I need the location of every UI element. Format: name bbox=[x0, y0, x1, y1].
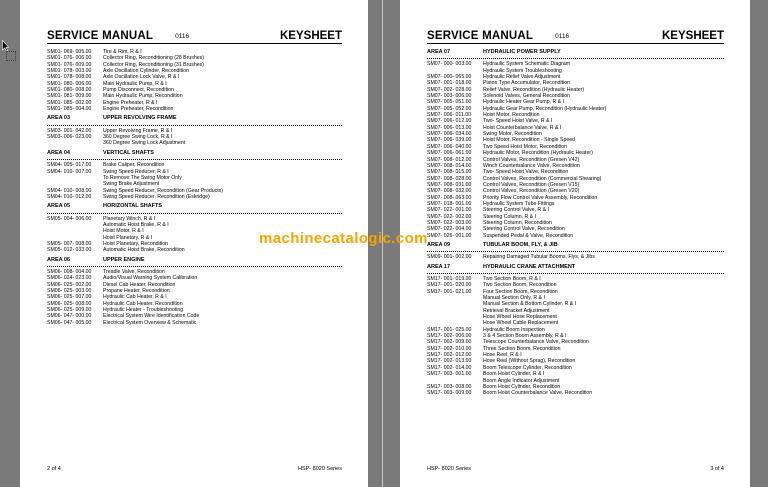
entry-description: Swing Motor, Recondition bbox=[483, 131, 542, 138]
entry-code: SM17- 002- 013.00 bbox=[427, 358, 472, 365]
entry-code: SM17- 002- 014.00 bbox=[427, 364, 472, 371]
entry-description: Control Valves, Recondition (Gresen V42) bbox=[483, 156, 580, 163]
separator-line bbox=[427, 55, 724, 59]
entry-description: Swing Speed Reducer, Recondition (Gear Products) bbox=[103, 187, 223, 194]
area-title: HYDRAULIC POWER SUPPLY bbox=[483, 49, 561, 55]
entry-code: SM04- 005- 017.00 bbox=[47, 162, 92, 169]
entry-code: SM17- 001- 021.00 bbox=[427, 288, 472, 295]
entry-description: Control Valves, Recondition (Commercial Shearing) bbox=[483, 175, 602, 182]
entry-description: Electrical System Wire Identification Code bbox=[103, 313, 200, 320]
entry-description: Collector Ring, Reconditioning (31 Brushes) bbox=[103, 61, 204, 68]
entry-description: Two- Speed Hoist Valve, Recondition bbox=[483, 169, 569, 176]
entry-description: Boom Hoist Cylinder, R & I bbox=[483, 371, 545, 378]
entry-code: SM17- 002- 009.00 bbox=[427, 339, 472, 346]
area-number: AREA 05 bbox=[47, 203, 71, 210]
entry-description: Boom Hoist Counterbalance Valve, Recondition bbox=[483, 390, 593, 397]
entry-description: Hydraulic Relief Valve Adjustment bbox=[483, 74, 561, 81]
area-number: AREA 04 bbox=[47, 149, 71, 156]
index-entry bbox=[47, 140, 342, 146]
entry-code: SM17- 001- 019.00 bbox=[427, 276, 472, 282]
entry-description: Engine Preheater, R & I bbox=[103, 99, 158, 106]
entry-description: Axle Oscillation Lock Valve, R & I bbox=[103, 74, 180, 81]
entry-code: SM07- 001- 018.00 bbox=[427, 80, 472, 87]
area-number: AREA 17 bbox=[427, 263, 451, 270]
annotation-anchor[interactable] bbox=[6, 51, 16, 61]
entry-code: SM07- 022- 001.00 bbox=[427, 207, 472, 214]
entry-description: Upper Revolving Frame, R & I bbox=[103, 127, 173, 134]
entry-description: Telescope Counterbalance Valve, Recondition bbox=[483, 339, 589, 346]
entry-description: Planetary Winch, R & I bbox=[103, 215, 156, 222]
entry-description: Brake Caliper, Recondition bbox=[103, 162, 165, 169]
area-title: TUBULAR BOOM, FLY, & JIB bbox=[483, 241, 558, 248]
area-title: UPPER ENGINE bbox=[103, 256, 145, 263]
entry-description: Four Section Boom, Recondition bbox=[483, 288, 558, 295]
entry-description: Propane Heater, Recondition bbox=[103, 288, 170, 294]
entry-code bbox=[47, 140, 103, 146]
series-label: HSP- 8020 Series bbox=[297, 466, 342, 472]
entry-description: Hydraulic Gear Pump, Recondition (Hydraulic Heater) bbox=[483, 105, 607, 112]
entry-description: Control Valves, Recondition (Gresen V20) bbox=[483, 188, 580, 195]
entry-code: SM06- 024- 023.00 bbox=[47, 275, 92, 282]
entry-description: Automatic Hoist Brake, Recondition bbox=[103, 247, 185, 254]
entry-code: SM04- 010- 012.00 bbox=[47, 193, 92, 200]
entry-description: Main Hydraulic Pump, R & I bbox=[103, 80, 167, 87]
entry-code: SM07- 008- 028.00 bbox=[427, 175, 472, 182]
entry-description: 360 Degree Swing Lock, R & I bbox=[103, 134, 173, 141]
entry-description: Hydraulic System Schematic Diagram bbox=[483, 61, 571, 68]
keysheet-label: KEYSHEET bbox=[280, 30, 342, 42]
separator-line bbox=[47, 210, 342, 214]
separator-line bbox=[47, 263, 342, 267]
left-index bbox=[47, 49, 342, 326]
area-heading bbox=[47, 150, 342, 156]
entry-description: Engine Preheater, Recondition bbox=[103, 106, 174, 113]
entry-code: SM06- 008- 004.00 bbox=[47, 268, 92, 275]
entry-description: Hoist Motor, Recondition - Single Speed bbox=[483, 137, 575, 144]
page-header bbox=[47, 30, 342, 44]
area-heading bbox=[427, 242, 724, 248]
entry-code: SM17- 001- 020.00 bbox=[427, 282, 472, 289]
index-entry bbox=[427, 233, 724, 239]
entry-code: SM17- 003- 008.00 bbox=[427, 383, 472, 390]
entry-code: SM01- 085- 004.00 bbox=[47, 106, 92, 113]
index-entry bbox=[47, 106, 342, 112]
area-title: UPPER REVOLVING FRAME bbox=[103, 115, 177, 122]
area-heading bbox=[47, 115, 342, 121]
entry-code: SM07- 022- 004.00 bbox=[427, 226, 472, 233]
entry-description: Retrieval Bracket Adjustment bbox=[483, 307, 550, 314]
separator-line bbox=[427, 270, 724, 274]
area-number: AREA 03 bbox=[47, 115, 71, 122]
entry-description: Hydraulic Cab Heater, Recondition bbox=[103, 300, 183, 307]
entry-code: SM06- 025- 009.00 bbox=[47, 307, 92, 314]
entry-description: Two Section Boom, R & I bbox=[483, 276, 541, 282]
entry-code: SM09- 001- 002.00 bbox=[427, 254, 472, 261]
entry-code: SM01- 085- 002.00 bbox=[47, 99, 92, 106]
entry-description: Electrical System Overview & Schematic bbox=[103, 319, 197, 326]
entry-code: SM04- 010- 008.00 bbox=[47, 187, 92, 194]
entry-description: Pump Disconnect, Recondition bbox=[103, 87, 174, 94]
entry-description: Swing Speed Reducer, Recondition (Eskridge) bbox=[103, 193, 210, 200]
entry-code: SM07- 008- 015.00 bbox=[427, 169, 472, 176]
area-heading bbox=[427, 49, 724, 55]
entry-code: SM17- 002- 012.00 bbox=[427, 352, 472, 359]
entry-description: Control Valves, Recondition (Gresen V15) bbox=[483, 181, 580, 188]
index-entry bbox=[427, 254, 724, 260]
entry-description: Collector Ring, Reconditioning (28 Brushes) bbox=[103, 55, 204, 62]
entry-description: Hose Wheel Cable Replacement bbox=[483, 320, 559, 327]
entry-code: SM01- 076- 006.00 bbox=[47, 55, 92, 62]
entry-description: Priority Flow Control Valve Assembly, Recondition bbox=[483, 194, 598, 201]
entry-description: Winch Counterbalance Valve, Recondition bbox=[483, 162, 580, 169]
entry-description: Manual Section Only, R & I bbox=[483, 295, 545, 302]
entry-code: SM03- 006- 023.00 bbox=[47, 134, 92, 141]
area-heading bbox=[47, 203, 342, 209]
entry-description: Hose Reel, R & I bbox=[483, 352, 522, 359]
entry-code: SM17- 001- 025.00 bbox=[427, 326, 472, 333]
entry-description: Axle Oscillation Cylinder, Recondition bbox=[103, 68, 189, 75]
area-heading bbox=[47, 257, 342, 263]
entry-description: Two Speed Hoist Motor, Recondition bbox=[483, 143, 567, 150]
entry-description: Hoist Planetary, Recondition bbox=[103, 240, 169, 247]
entry-description: Solenoid Valves, General Recondition bbox=[483, 93, 570, 100]
entry-description: Relief Valve, Recondition (Hydraulic Heater) bbox=[483, 86, 585, 93]
entry-code: SM05- 004- 006.00 bbox=[47, 215, 92, 222]
entry-code: SM07- 008- 012.00 bbox=[427, 156, 472, 163]
entry-description: Boom Hoist Cylinder, Recondition bbox=[483, 383, 561, 390]
entry-code: SM07- 008- 063.00 bbox=[427, 194, 472, 201]
entry-description: Automatic Hoist Brake, R & I bbox=[103, 221, 169, 228]
entry-description: Two Section Boom, Recondition bbox=[483, 282, 557, 289]
entry-code: SM07- 022- 003.00 bbox=[427, 219, 472, 226]
entry-description: Boom Angle Indicator Adjustment bbox=[483, 377, 560, 384]
entry-code: SM07- 006- 011.00 bbox=[427, 112, 472, 119]
entry-description: 360 Degree Swing Lock Adjustment bbox=[103, 140, 186, 147]
entry-description: Boom Telescope Cylinder, Recondition bbox=[483, 364, 572, 371]
entry-code: SM01- 080- 008.00 bbox=[47, 87, 92, 94]
page-right bbox=[400, 0, 750, 487]
entry-description: Diesel Cab Heater, Recondition bbox=[103, 281, 176, 288]
entry-code: SM07- 006- 061.00 bbox=[427, 150, 472, 157]
area-title: HYDRAULIC CRANE ATTACHMENT bbox=[483, 263, 576, 270]
entry-description: Repairing Damaged Tubular Booms, Flys, & Jibs bbox=[483, 254, 595, 261]
separator-line bbox=[47, 122, 342, 126]
entry-code: SM07- 026- 001.00 bbox=[427, 232, 472, 239]
entry-code: SM06- 025- 003.00 bbox=[47, 288, 92, 294]
entry-code: SM07- 006- 012.00 bbox=[427, 118, 472, 125]
manual-title: SERVICE MANUAL bbox=[427, 30, 534, 42]
entry-code: SM07- 022- 002.00 bbox=[427, 213, 472, 220]
entry-code: SM05- 007- 008.00 bbox=[47, 240, 92, 247]
entry-description: Steering Column, Recondition bbox=[483, 219, 552, 226]
entry-description: Hydraulic Cab Heater, R & I bbox=[103, 294, 167, 301]
separator-line bbox=[47, 156, 342, 160]
entry-description: Hydraulic Motor, Recondition (Hydraulic Heater) bbox=[483, 150, 593, 157]
area-number: AREA 06 bbox=[47, 256, 71, 263]
entry-description: Steering Column, R & I bbox=[483, 213, 537, 220]
entry-description: Hydraulic Heater - Troubleshooting bbox=[103, 307, 184, 314]
entry-code: SM05- 012- 033.00 bbox=[47, 247, 92, 254]
entry-code: SM03- 001- 042.00 bbox=[47, 127, 92, 134]
entry-code: SM07- 003- 006.00 bbox=[427, 93, 472, 100]
entry-code: SM17- 003- 001.00 bbox=[427, 371, 472, 378]
area-number: AREA 09 bbox=[427, 241, 451, 248]
entry-code: SM07- 008- 014.00 bbox=[427, 162, 472, 169]
entry-code: SM17- 002- 010.00 bbox=[427, 345, 472, 352]
entry-description: Hydraulic Heater Gear Pump, R & I bbox=[483, 99, 565, 106]
right-index bbox=[427, 49, 724, 397]
entry-code: SM07- 008- 032.00 bbox=[427, 188, 472, 195]
entry-description: To Remove The Swing Motor Only bbox=[103, 174, 182, 181]
entry-description: Hydraulic System Tube Fittings bbox=[483, 200, 555, 207]
entry-code: SM04- 010- 007.00 bbox=[47, 168, 92, 175]
entry-code: SM07- 006- 040.00 bbox=[427, 143, 472, 150]
entry-description: Tire & Rim, R & I bbox=[103, 49, 142, 55]
area-title: VERTICAL SHAFTS bbox=[103, 149, 154, 156]
entry-description: Hoist Planetary, R & I bbox=[103, 234, 153, 241]
entry-description: Piston Type Accumulator, Recondition bbox=[483, 80, 570, 87]
watermark: machinecatalogic.com bbox=[259, 230, 428, 247]
entry-code: SM07- 000- 065.00 bbox=[427, 74, 472, 81]
page-number: 2 of 4 bbox=[47, 466, 61, 472]
entry-description: Swing Brake Adjustment bbox=[103, 181, 160, 188]
entry-code: SM06- 047- 005.00 bbox=[47, 319, 92, 326]
doc-number: 0116 bbox=[555, 33, 570, 40]
area-title: HORIZONTAL SHAFTS bbox=[103, 203, 163, 210]
entry-description: Treadle Valve, Recondition bbox=[103, 268, 165, 275]
entry-code: SM07- 006- 039.00 bbox=[427, 137, 472, 144]
entry-code: SM17- 003- 009.00 bbox=[427, 390, 472, 397]
entry-code: SM17- 002- 006.00 bbox=[427, 333, 472, 340]
page-footer bbox=[427, 466, 724, 472]
entry-description: Hydraulic System Troubleshooting bbox=[483, 67, 562, 74]
entry-code: SM07- 006- 034.00 bbox=[427, 131, 472, 138]
entry-description: Steering Control Valve, R & I bbox=[483, 207, 549, 214]
entry-description: Hoist Motor, Recondition bbox=[483, 112, 540, 119]
entry-code: SM01- 076- 009.00 bbox=[47, 61, 92, 68]
page-footer bbox=[47, 466, 342, 472]
keysheet-label: KEYSHEET bbox=[662, 30, 724, 42]
entry-code: SM01- 080- 006.00 bbox=[47, 80, 92, 87]
index-entry bbox=[427, 390, 724, 396]
entry-description: Swing Speed Reducer, R & I bbox=[103, 168, 169, 175]
entry-description: Audio/Visual Warning System Calibration bbox=[103, 275, 198, 282]
entry-description: Main Hydraulic Pump, Recondition bbox=[103, 93, 183, 100]
entry-description: Suspended Pedal & Valve, Recondition bbox=[483, 232, 574, 239]
area-heading bbox=[427, 264, 724, 270]
manual-title: SERVICE MANUAL bbox=[47, 30, 154, 42]
page-header bbox=[427, 30, 724, 44]
entry-description: Hose Wheel Hose Replacement bbox=[483, 314, 557, 321]
entry-code: SM07- 005- 051.00 bbox=[427, 99, 472, 106]
entry-code: SM01- 069- 005.00 bbox=[47, 49, 92, 55]
entry-code: SM06- 025- 008.00 bbox=[47, 300, 92, 307]
doc-number: 0116 bbox=[175, 33, 190, 40]
series-label: HSP- 8020 Series bbox=[427, 466, 472, 472]
entry-description: Hose Reel (Without Sprag), Recondition bbox=[483, 358, 576, 365]
entry-code: SM07- 018- 001.00 bbox=[427, 200, 472, 207]
index-entry bbox=[47, 247, 342, 253]
entry-code: SM06- 025- 002.00 bbox=[47, 281, 92, 288]
entry-code: SM07- 005- 052.00 bbox=[427, 105, 472, 112]
entry-description: Two- Speed Hoist Valve, R & I bbox=[483, 118, 553, 125]
entry-description: Hoist Motor, R & I bbox=[103, 228, 144, 235]
entry-description: Steering Control Valve, Recondition bbox=[483, 226, 565, 233]
entry-code: SM07- 002- 028.00 bbox=[427, 86, 472, 93]
entry-code: SM01- 078- 003.00 bbox=[47, 68, 92, 75]
entry-code: SM06- 025- 007.00 bbox=[47, 294, 92, 301]
entry-description: Manual Section & Bottom Cylinder, R & I bbox=[483, 301, 577, 308]
entry-code: SM01- 081- 009.00 bbox=[47, 93, 92, 100]
entry-code: SM07- 006- 013.00 bbox=[427, 124, 472, 131]
page-number: 3 of 4 bbox=[710, 466, 724, 472]
entry-description: 3 & 4 Section Boom Assembly, R & I bbox=[483, 333, 567, 340]
entry-code: SM06- 047- 000.00 bbox=[47, 313, 92, 320]
entry-description: Three Section Boom, Recondition bbox=[483, 345, 561, 352]
separator-line bbox=[427, 248, 724, 252]
entry-description: Hydraulic Boom Inspection bbox=[483, 326, 545, 333]
entry-code: SM01- 078- 008.00 bbox=[47, 74, 92, 81]
index-entry bbox=[47, 320, 342, 326]
entry-code: SM07- 000- 003.00 bbox=[427, 61, 472, 68]
area-number: AREA 07 bbox=[427, 49, 451, 55]
entry-code: SM07- 008- 031.00 bbox=[427, 181, 472, 188]
index-entry bbox=[47, 194, 342, 200]
entry-description: Hoist Counterbalance Valve, R & I bbox=[483, 124, 562, 131]
